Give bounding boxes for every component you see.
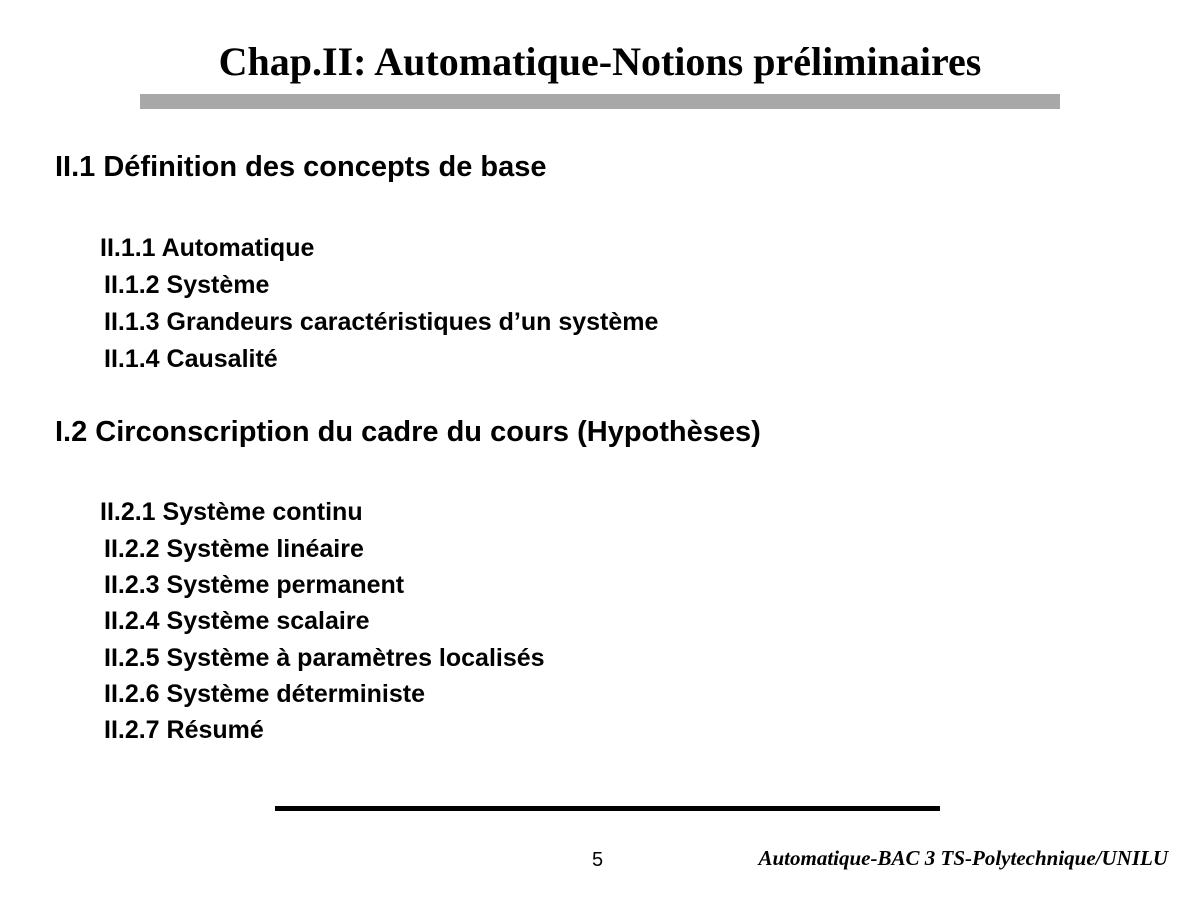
footer-divider <box>275 806 940 811</box>
slide-title: Chap.II: Automatique-Notions préliminaires <box>218 39 982 84</box>
list-item: II.2.6 Système déterministe <box>104 680 425 708</box>
list-item: II.1.1 Automatique <box>100 234 315 262</box>
list-item: II.2.7 Résumé <box>104 716 264 744</box>
list-item: II.1.3 Grandeurs caractéristiques d’un système <box>104 308 659 336</box>
title-underline-bar <box>140 94 1060 109</box>
list-item: II.2.2 Système linéaire <box>104 535 364 563</box>
list-item: II.2.1 Système continu <box>100 498 363 526</box>
list-item: II.2.4 Système scalaire <box>104 607 370 635</box>
section-heading-2: I.2 Circonscription du cadre du cours (Hypothèses) <box>55 416 761 448</box>
footer-course-label: Automatique-BAC 3 TS-Polytechnique/UNILU <box>758 846 1168 870</box>
list-item: II.2.5 Système à paramètres localisés <box>104 644 545 672</box>
list-item: II.2.3 Système permanent <box>104 571 405 599</box>
list-item: II.1.2 Système <box>104 271 270 299</box>
list-item: II.1.4 Causalité <box>104 345 278 373</box>
page-number: 5 <box>592 849 604 871</box>
section-heading-1: II.1 Définition des concepts de base <box>55 151 547 183</box>
